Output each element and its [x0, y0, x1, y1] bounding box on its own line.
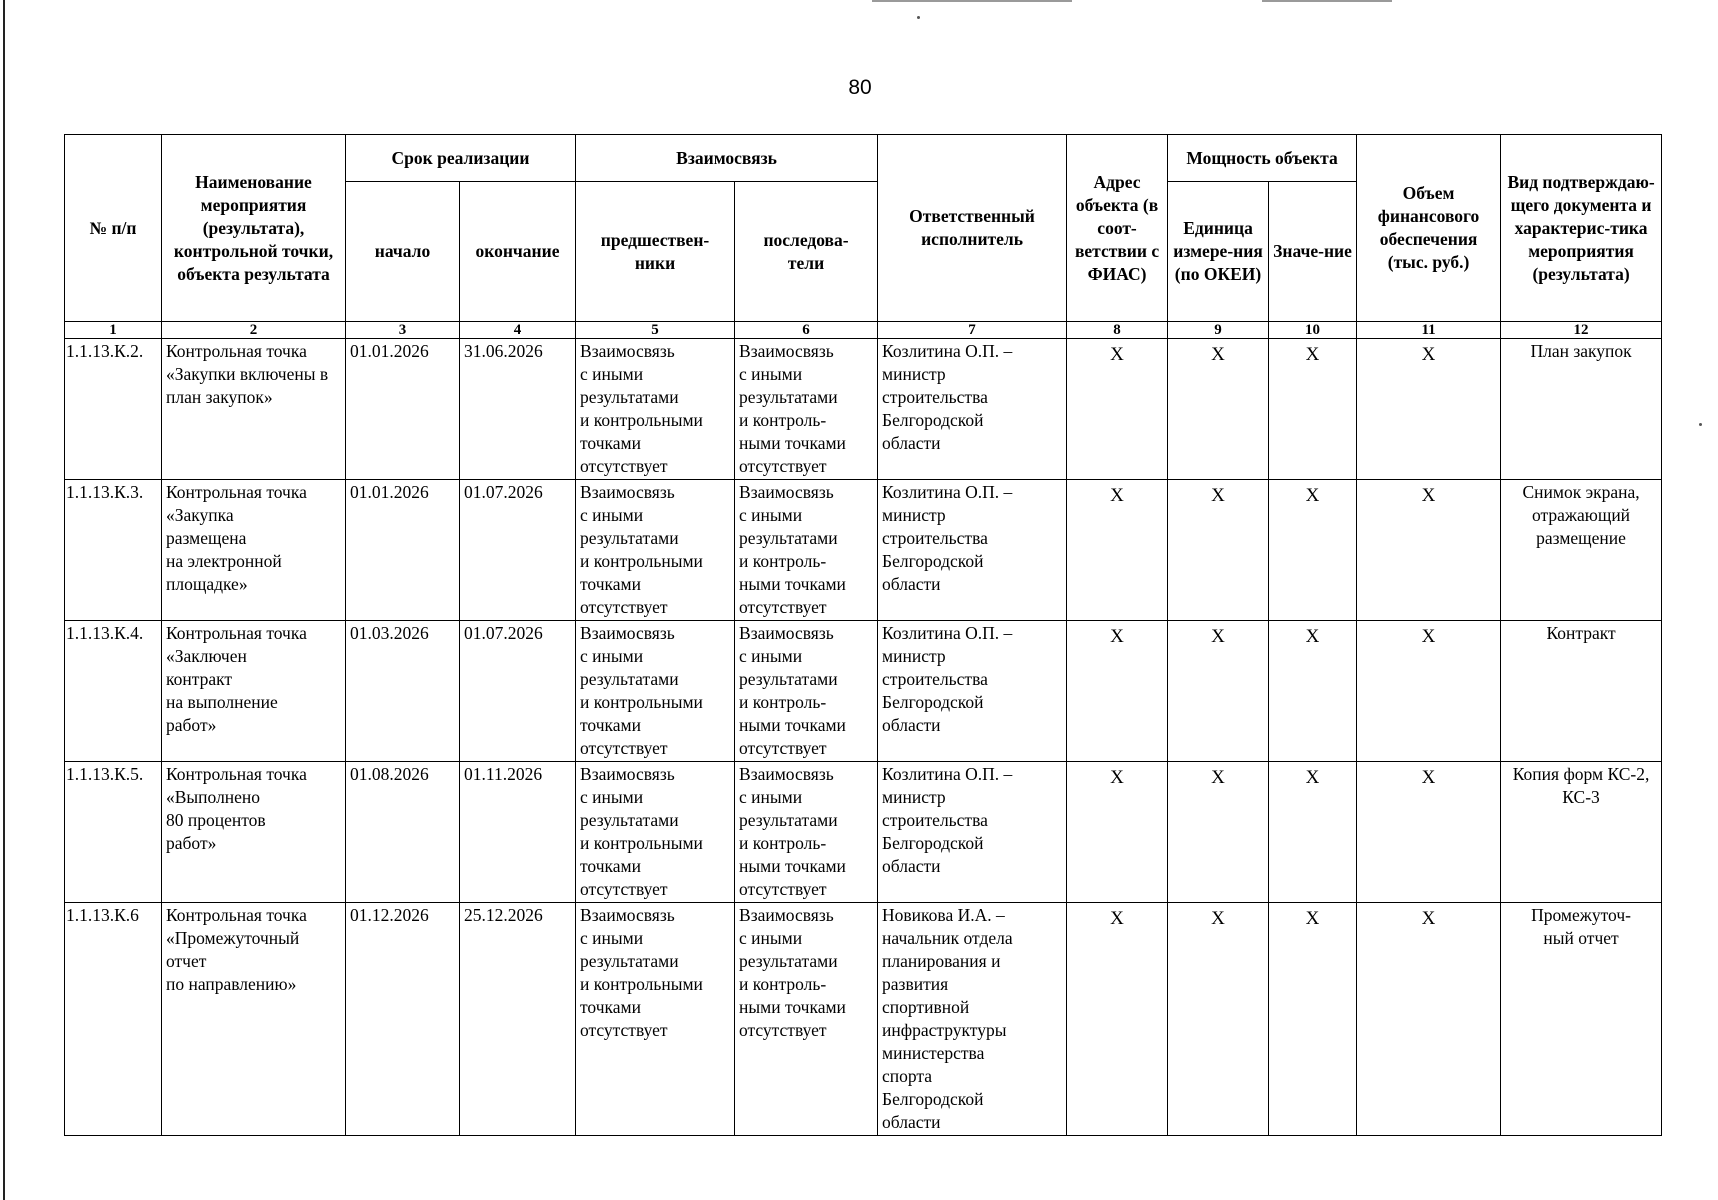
cell-predecessors: Взаимосвязь с иными результатами и контрольными точками отсутствует — [576, 903, 735, 1136]
cell-end: 01.11.2026 — [460, 762, 576, 903]
column-number: 1 — [65, 322, 162, 339]
column-number: 2 — [162, 322, 346, 339]
cell-name: Контрольная точка «Закупка размещена на электронной площадке» — [162, 480, 346, 621]
cell-unit: X — [1168, 480, 1269, 621]
cell-predecessors: Взаимосвязь с иными результатами и контрольными точками отсутствует — [576, 480, 735, 621]
cell-finance: X — [1357, 903, 1501, 1136]
header-predecessors: предшествен- ники — [576, 182, 735, 322]
cell-doc-type: Снимок экрана, отражающий размещение — [1501, 480, 1662, 621]
cell-predecessors: Взаимосвязь с иными результатами и контрольными точками отсутствует — [576, 621, 735, 762]
scan-top-mark — [1262, 0, 1392, 2]
cell-finance: X — [1357, 621, 1501, 762]
header-term-start: начало — [346, 182, 460, 322]
cell-successors: Взаимосвязь с иными результатами и контроль- ными точками отсутствует — [735, 903, 878, 1136]
cell-start: 01.12.2026 — [346, 903, 460, 1136]
cell-predecessors: Взаимосвязь с иными результатами и контрольными точками отсутствует — [576, 339, 735, 480]
cell-unit: X — [1168, 762, 1269, 903]
column-number: 7 — [878, 322, 1067, 339]
header-value: Значе-ние — [1269, 182, 1357, 322]
cell-finance: X — [1357, 762, 1501, 903]
header-link: Взаимосвязь — [576, 135, 878, 182]
cell-address: X — [1067, 621, 1168, 762]
scan-speck — [917, 16, 920, 19]
cell-num: 1.1.13.К.3. — [65, 480, 162, 621]
scan-speck — [1699, 423, 1702, 426]
scan-top-mark — [872, 0, 1072, 2]
cell-unit: X — [1168, 339, 1269, 480]
cell-doc-type: Копия форм КС-2, КС-3 — [1501, 762, 1662, 903]
column-number: 6 — [735, 322, 878, 339]
table-row — [65, 762, 1662, 903]
cell-doc-type: Контракт — [1501, 621, 1662, 762]
cell-doc-type: Промежуточ- ный отчет — [1501, 903, 1662, 1136]
cell-num: 1.1.13.К.5. — [65, 762, 162, 903]
column-number: 12 — [1501, 322, 1662, 339]
cell-responsible: Козлитина О.П. – министр строительства Белгородской области — [878, 480, 1067, 621]
cell-successors: Взаимосвязь с иными результатами и контроль- ными точками отсутствует — [735, 480, 878, 621]
header-finance: Объем финансового обеспечения (тыс. руб.) — [1357, 135, 1501, 322]
header-num: № п/п — [65, 135, 162, 322]
column-number: 4 — [460, 322, 576, 339]
cell-address: X — [1067, 903, 1168, 1136]
cell-responsible: Козлитина О.П. – министр строительства Белгородской области — [878, 762, 1067, 903]
cell-responsible: Козлитина О.П. – министр строительства Белгородской области — [878, 621, 1067, 762]
cell-doc-type: План закупок — [1501, 339, 1662, 480]
cell-predecessors: Взаимосвязь с иными результатами и контрольными точками отсутствует — [576, 762, 735, 903]
cell-unit: X — [1168, 903, 1269, 1136]
header-capacity: Мощность объекта — [1168, 135, 1357, 182]
cell-name: Контрольная точка «Промежуточный отчет по направлению» — [162, 903, 346, 1136]
cell-end: 31.06.2026 — [460, 339, 576, 480]
cell-name: Контрольная точка «Закупки включены в план закупок» — [162, 339, 346, 480]
cell-start: 01.01.2026 — [346, 339, 460, 480]
cell-responsible: Новикова И.А. – начальник отдела планирования и развития спортивной инфраструктуры министерства спорта Белгородской области — [878, 903, 1067, 1136]
header-doc-type: Вид подтверждаю-щего документа и характерис-тика мероприятия (результата) — [1501, 135, 1662, 322]
table-row — [65, 480, 1662, 621]
cell-value: X — [1269, 762, 1357, 903]
cell-address: X — [1067, 762, 1168, 903]
table-row — [65, 621, 1662, 762]
header-successors: последова- тели — [735, 182, 878, 322]
header-unit: Единица измере-ния (по ОКЕИ) — [1168, 182, 1269, 322]
header-term-end: окончание — [460, 182, 576, 322]
column-number: 9 — [1168, 322, 1269, 339]
cell-num: 1.1.13.К.6 — [65, 903, 162, 1136]
column-number-row — [65, 322, 1662, 339]
cell-start: 01.03.2026 — [346, 621, 460, 762]
column-number: 11 — [1357, 322, 1501, 339]
column-number: 8 — [1067, 322, 1168, 339]
cell-successors: Взаимосвязь с иными результатами и контроль- ными точками отсутствует — [735, 762, 878, 903]
cell-responsible: Козлитина О.П. – министр строительства Белгородской области — [878, 339, 1067, 480]
cell-unit: X — [1168, 621, 1269, 762]
cell-value: X — [1269, 480, 1357, 621]
cell-address: X — [1067, 339, 1168, 480]
cell-finance: X — [1357, 339, 1501, 480]
header-term: Срок реализации — [346, 135, 576, 182]
cell-address: X — [1067, 480, 1168, 621]
table-row — [65, 903, 1662, 1136]
header-address: Адрес объекта (в соот-ветствии с ФИАС) — [1067, 135, 1168, 322]
cell-name: Контрольная точка «Заключен контракт на выполнение работ» — [162, 621, 346, 762]
column-number: 5 — [576, 322, 735, 339]
cell-num: 1.1.13.К.2. — [65, 339, 162, 480]
cell-name: Контрольная точка «Выполнено 80 процентов работ» — [162, 762, 346, 903]
cell-value: X — [1269, 621, 1357, 762]
cell-num: 1.1.13.К.4. — [65, 621, 162, 762]
measures-table — [64, 134, 1662, 1136]
column-number: 10 — [1269, 322, 1357, 339]
cell-finance: X — [1357, 480, 1501, 621]
cell-value: X — [1269, 339, 1357, 480]
cell-end: 01.07.2026 — [460, 480, 576, 621]
header-name: Наименование мероприятия (результата), контрольной точки, объекта результата — [162, 135, 346, 322]
page-number: 80 — [848, 76, 872, 99]
cell-start: 01.01.2026 — [346, 480, 460, 621]
cell-successors: Взаимосвязь с иными результатами и контроль- ными точками отсутствует — [735, 621, 878, 762]
scan-left-edge — [3, 0, 5, 1200]
table-row — [65, 339, 1662, 480]
cell-successors: Взаимосвязь с иными результатами и контроль- ными точками отсутствует — [735, 339, 878, 480]
header-responsible: Ответственный исполнитель — [878, 135, 1067, 322]
cell-end: 25.12.2026 — [460, 903, 576, 1136]
cell-end: 01.07.2026 — [460, 621, 576, 762]
cell-value: X — [1269, 903, 1357, 1136]
column-number: 3 — [346, 322, 460, 339]
cell-start: 01.08.2026 — [346, 762, 460, 903]
